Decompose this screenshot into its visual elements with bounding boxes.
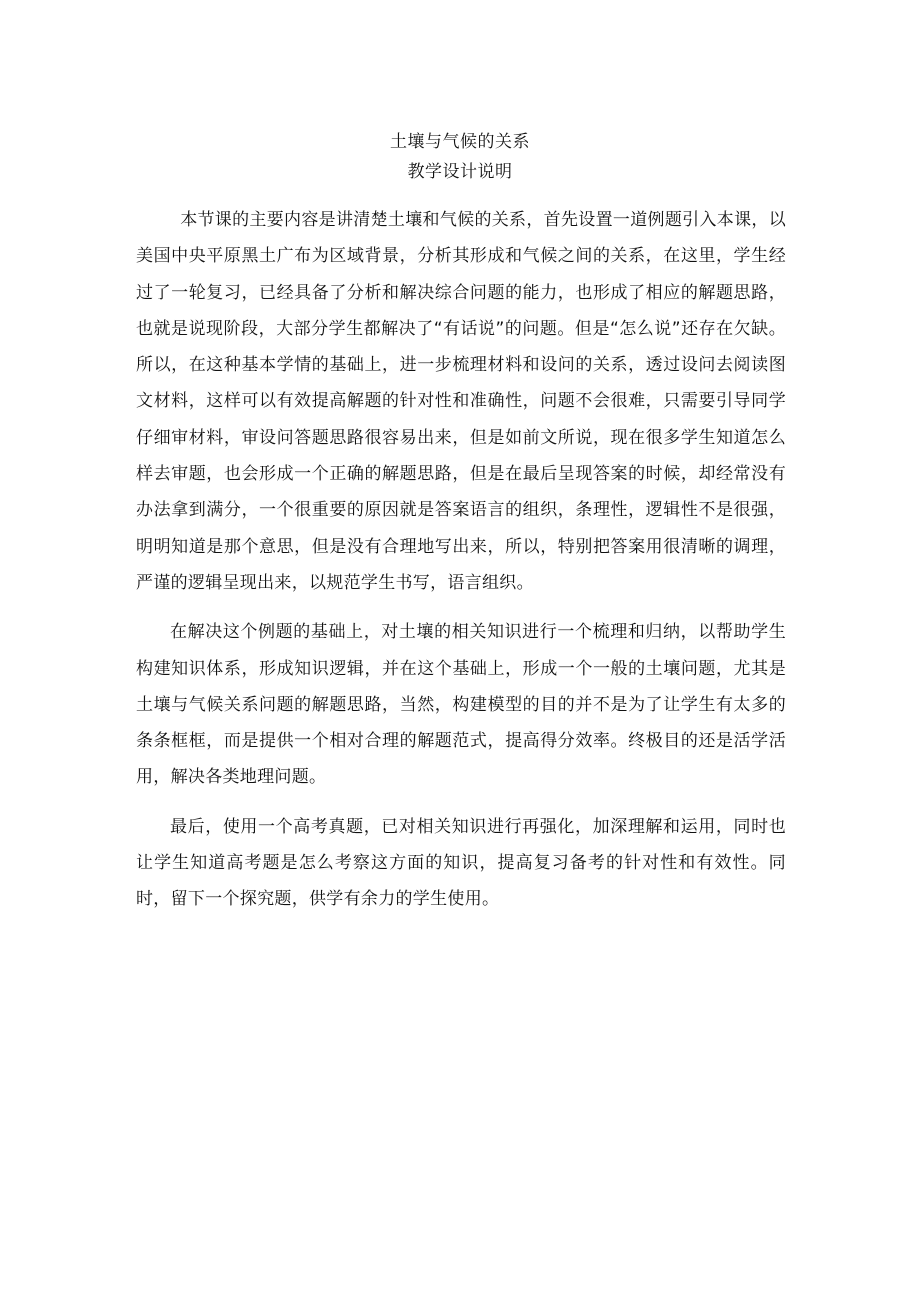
paragraph-2: 在解决这个例题的基础上，对土壤的相关知识进行一个梳理和归纳，以帮助学生构建知识体系，形成知识逻辑，并在这个基础上，形成一个一般的土壤问题，尤其是土壤与气候关系问题的解题思路，当然，构建模型的目的并不是为了让学生有太多的条条框框，而是提供一个相对合理的解题范式，提高得分效率。终极目的还是活学活用，解决各类地理问题。 — [136, 622, 786, 788]
document-body — [136, 202, 786, 918]
document-subtitle: 教学设计说明 — [407, 162, 513, 182]
title-block — [0, 127, 920, 187]
paragraph-1: 本节课的主要内容是讲清楚土壤和气候的关系，首先设置一道例题引入本课，以美国中央平原黑土广布为区域背景，分析其形成和气候之间的关系，在这里，学生经过了一轮复习，已经具备了分析和解决综合问题的能力，也形成了相应的解题思路，也就是说现阶段，大部分学生都解决了“有话说”的问题。但是“怎么说”还存在欠缺。所以，在这种基本学情的基础上，进一步梳理材料和设问的关系，透过设问去阅读图文材料，这样可以有效提高解题的针对性和准确性，问题不会很难，只需要引导同学仔细审材料，审设问答题思路很容易出来，但是如前文所说，现在很多学生知道怎么样去审题，也会形成一个正确的解题思路，但是在最后呈现答案的时候，却经常没有办法拿到满分，一个很重要的原因就是答案语言的组织，条理性，逻辑性不是很强，明明知道是那个意思，但是没有合理地写出来，所以，特别把答案用很清晰的调理，严谨的逻辑呈现出来，以规范学生书写，语言组织。 — [136, 210, 786, 593]
paragraph-3: 最后，使用一个高考真题，已对相关知识进行再强化，加深理解和运用，同时也让学生知道高考题是怎么考察这方面的知识，提高复习备考的针对性和有效性。同时，留下一个探究题，供学有余力的学生使用。 — [136, 816, 786, 910]
document-title: 土壤与气候的关系 — [390, 132, 530, 152]
